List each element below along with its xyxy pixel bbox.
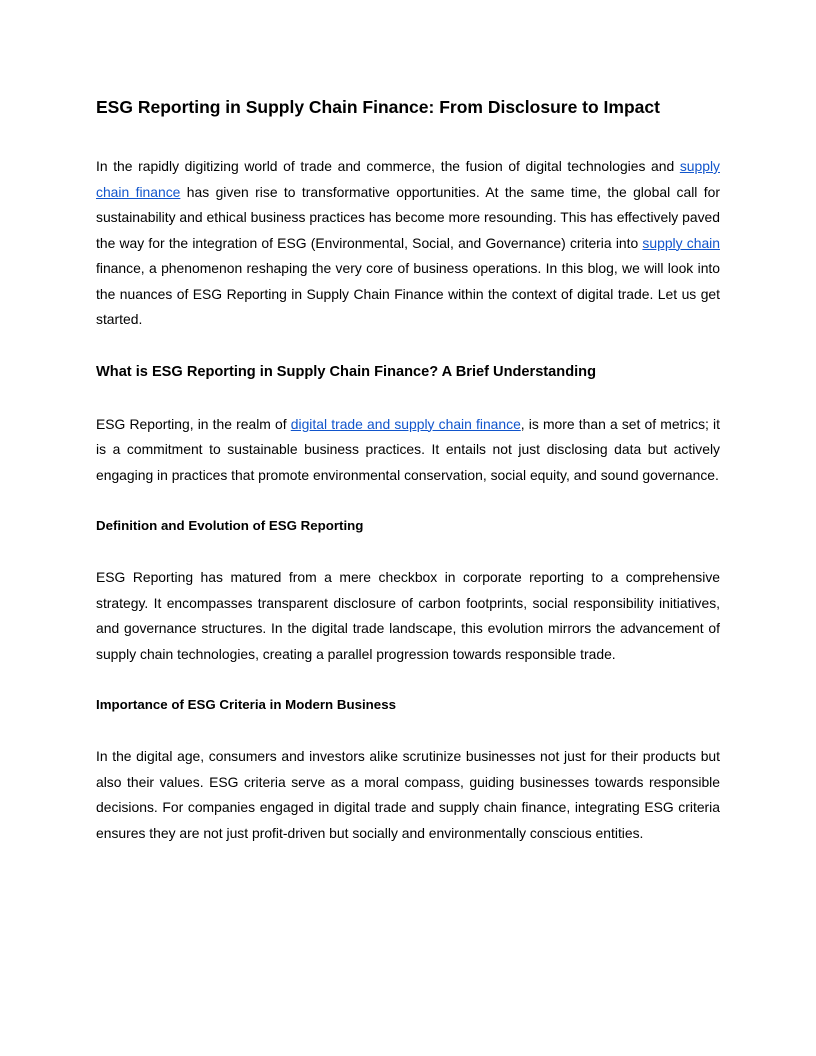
intro-text-3: finance, a phenomenon reshaping the very core of business operations. In this blog, we will look into the nuances of ESG Reporting in Supply Chain Finance within the context of digital trade. Let us get started. — [96, 260, 720, 327]
esg-reporting-paragraph — [96, 412, 720, 489]
document-page — [96, 93, 720, 846]
esg-text-2: , is more than a set of metrics; it is a commitment to sustainable business practices. It entails not just disclosing data but actively engaging in practices that promote environmental conservation, social equity, and sound governance. — [96, 415, 720, 483]
intro-paragraph — [96, 154, 720, 333]
page-title: ESG Reporting in Supply Chain Finance: From Disclosure to Impact — [96, 97, 660, 117]
importance-paragraph: In the digital age, consumers and investors alike scrutinize businesses not just for their products but also their values. ESG criteria serve as a moral compass, guiding businesses towards responsible decisions. For companies engaged in digital trade and supply chain finance, integrating ESG criteria ensures they are not just profit-driven but socially and environmentally conscious entities. — [96, 748, 720, 841]
esg-text-1: ESG Reporting, in the realm of — [96, 415, 291, 432]
subheading-importance-criteria: Importance of ESG Criteria in Modern Business — [96, 697, 396, 712]
subheading-definition-evolution: Definition and Evolution of ESG Reporting — [96, 518, 364, 533]
section-heading-what-is-esg: What is ESG Reporting in Supply Chain Finance? A Brief Understanding — [96, 363, 596, 380]
digital-trade-link[interactable]: digital trade and supply chain finance — [290, 415, 521, 432]
intro-text-2: has given rise to transformative opportunities. At the same time, the global call for sustainability and ethical business practices has become more resounding. This has effectively paved the way for the integration of ESG (Environmental, Social, and Governance) criteria into — [96, 183, 720, 251]
definition-paragraph: ESG Reporting has matured from a mere checkbox in corporate reporting to a comprehensive strategy. It encompasses transparent disclosure of carbon footprints, social responsibility initiatives, and governance structures. In the digital trade landscape, this evolution mirrors the advancement of supply chain technologies, creating a parallel progression towards responsible trade. — [96, 569, 720, 662]
intro-text-1: In the rapidly digitizing world of trade and commerce, the fusion of digital technologies and — [96, 158, 680, 174]
supply-chain-finance-link[interactable]: supply chain finance — [96, 158, 720, 200]
supply-chain-link[interactable]: supply chain — [642, 234, 720, 251]
